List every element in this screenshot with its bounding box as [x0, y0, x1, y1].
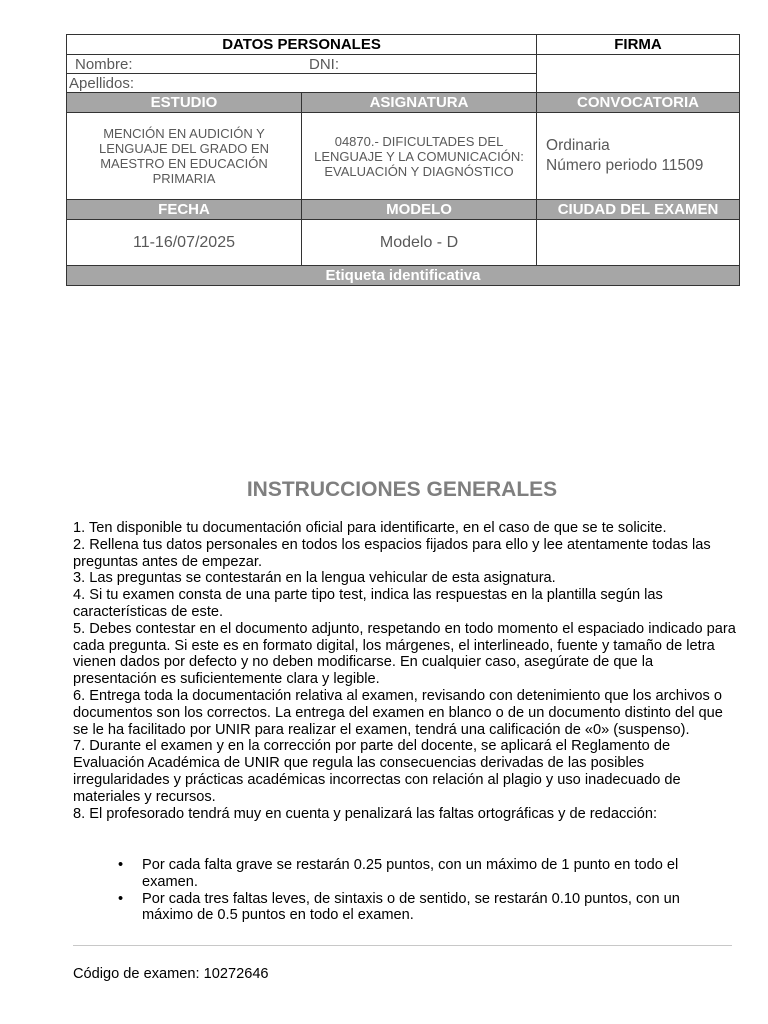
dni-label: DNI: [309, 55, 339, 73]
period-number: Número periodo 11509 [546, 157, 704, 174]
name-label: Nombre: [75, 55, 133, 73]
subject-header: ASIGNATURA [302, 93, 537, 113]
instruction-item: 6. Entrega toda la documentación relativa al examen, revisando con detenimiento que los archivos o documentos son los correctos. La entrega del examen en blanco o de un documento distinto del que se le ha facilitado por UNIR para realizar el examen, tendrá una calificación de «0» (suspenso). [73, 687, 723, 738]
bullet-icon: • [118, 890, 124, 907]
instruction-item: 8. El profesorado tendrá muy en cuenta y penalizará las faltas ortográficas y de redacción: [73, 805, 658, 822]
bullet-item [118, 857, 728, 891]
exam-code: Código de examen: 10272646 [73, 966, 269, 982]
city-field[interactable] [537, 220, 740, 266]
bullet-item [118, 891, 728, 925]
id-label-header: Etiqueta identificativa [67, 266, 740, 286]
name-dni-field[interactable] [67, 55, 537, 74]
signature-header: FIRMA [537, 35, 740, 55]
instructions-list [73, 520, 737, 822]
study-header: ESTUDIO [67, 93, 302, 113]
call-value [537, 113, 740, 200]
penalty-bullets [118, 857, 728, 924]
study-value: MENCIÓN EN AUDICIÓN Y LENGUAJE DEL GRADO EN MAESTRO EN EDUCACIÓN PRIMARIA [67, 113, 302, 200]
instructions-title: INSTRUCCIONES GENERALES [246, 478, 558, 501]
call-type: Ordinaria [546, 137, 610, 154]
surname-label: Apellidos: [69, 74, 135, 92]
date-value: 11-16/07/2025 [67, 220, 302, 266]
call-header: CONVOCATORIA [537, 93, 740, 113]
model-header: MODELO [302, 200, 537, 220]
instruction-item: 2. Rellena tus datos personales en todos los espacios fijados para ello y lee atentamente todas las preguntas antes de empezar. [73, 536, 711, 570]
subject-value: 04870.- DIFICULTADES DEL LENGUAJE Y LA COMUNICACIÓN: EVALUACIÓN Y DIAGNÓSTICO [302, 113, 537, 200]
exam-header-table [66, 34, 740, 286]
bullet-icon: • [118, 857, 124, 873]
instruction-item: 5. Debes contestar en el documento adjunto, respetando en todo momento el espaciado indicado para cada pregunta. Si este es en formato digital, los márgenes, el interlineado, fuente y tamaño de letra vienen dados por defecto y no deben modificarse. En cualquier caso, asegúrate de que la presentación es suficientemente clara y legible. [73, 620, 736, 688]
footer-divider [73, 945, 732, 946]
signature-box[interactable] [537, 55, 740, 93]
date-header: FECHA [67, 200, 302, 220]
bullet-text: Por cada tres faltas leves, de sintaxis o de sentido, se restarán 0.10 puntos, con un máximo de 0.5 puntos en todo el examen. [142, 890, 680, 924]
surname-field[interactable] [67, 74, 537, 93]
instruction-item: 1. Ten disponible tu documentación oficial para identificarte, en el caso de que se te solicite. [73, 520, 667, 536]
instruction-item: 4. Si tu examen consta de una parte tipo test, indica las respuestas en la plantilla según las características de este. [73, 587, 663, 620]
model-value: Modelo - D [302, 220, 537, 266]
city-header: CIUDAD DEL EXAMEN [537, 200, 740, 220]
personal-data-header: DATOS PERSONALES [67, 35, 537, 55]
instruction-item: 3. Las preguntas se contestarán en la lengua vehicular de esta asignatura. [73, 570, 556, 587]
bullet-text: Por cada falta grave se restarán 0.25 puntos, con un máximo de 1 punto en todo el examen. [142, 857, 679, 890]
instruction-item: 7. Durante el examen y en la corrección por parte del docente, se aplicará el Reglamento de Evaluación Académica de UNIR que regula las consecuencias derivadas de las posibles irregularidades y prácticas académicas incorrectas con relación al plagio y uso inadecuado de materiales y recursos. [73, 738, 681, 805]
